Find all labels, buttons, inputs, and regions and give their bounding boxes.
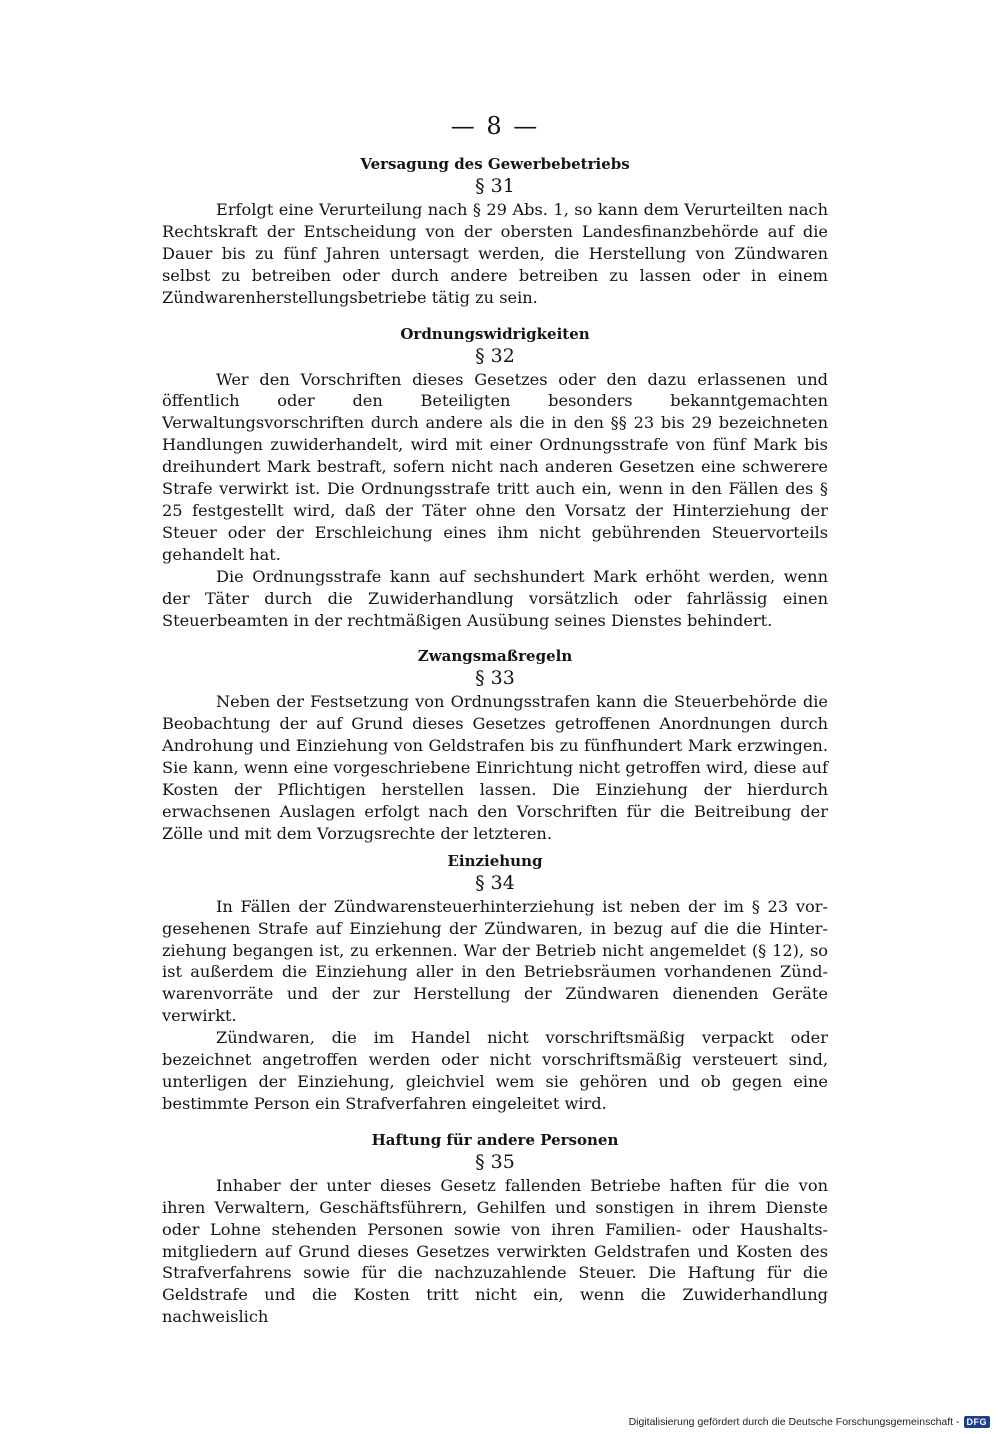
paragraph: Neben der Festsetzung von Ordnungsstrafen kann die Steuerbehörde die Beobachtung der auf Grund dieses Gesetzes getroffenen Anordnungen durch Androhung und Einziehung von Geldstrafen bis zu fünfhundert Mark erzwingen. Sie kann, wenn eine vorgeschriebene Einrichtung nicht getroffen wird, diese auf Kosten der Pflichtigen herstellen lassen. Die Einziehung der hierdurch erwachsenen Auslagen erfolgt nach den Vorschriften für die Beitreibung der Zölle und mit dem Vorzugsrechte der letzteren. — [162, 692, 828, 843]
section-heading: Versagung des Gewerbebetriebs — [360, 155, 630, 173]
paragraph: Die Ordnungsstrafe kann auf sechshundert Mark erhöht werden, wenn der Täter durch die Zuwiderhandlung vorsätzlich oder fahrlässig einen Steuerbeamten in der rechtmäßigen Ausübung seines Dienstes behindert. — [162, 566, 828, 630]
section-heading: Zwangsmaßregeln — [417, 647, 573, 666]
section-number: § 33 — [475, 667, 515, 690]
section-31 — [162, 154, 828, 309]
footer-text: Digitalisierung gefördert durch die Deutsche Forschungsgemeinschaft - — [628, 1416, 960, 1428]
document-page — [162, 112, 828, 1343]
section-heading: Haftung für andere Personen — [371, 1130, 619, 1149]
dfg-logo: DFG — [964, 1416, 991, 1428]
section-number: § 34 — [475, 871, 515, 894]
paragraph: Inhaber der unter dieses Gesetz fallenden Betriebe haften für die von ihren Verwaltern, Geschäftsführern, Gehilfen und sonstigen in ihrem Dienste oder Lohne stehenden Personen sowie von ihren Familien- oder Haushaltsmitgliedern auf Grund dieses Gesetzes verwirkten Geldstrafen und Kosten des Strafverfahrens sowie für die nachzuzahlende Steuer. Die Haftung für die Geldstrafe und die Kosten tritt nicht ein, wenn die Zuwiderhandlung nachweislich — [162, 1175, 828, 1327]
digitization-footer — [629, 1416, 990, 1428]
section-heading: Einziehung — [447, 851, 543, 870]
paragraph: Wer den Vorschriften dieses Gesetzes oder den dazu erlassenen und öffentlich oder den Beteiligten besonders bekanntgemachten Verwaltungsvorschriften durch andere als die in den §§ 23 bis 29 bezeichneten Handlungen zuwiderhandelt, wird mit einer Ordnungsstrafe von fünf Mark bis dreihundert Mark bestraft, sofern nicht nach anderen Gesetzen eine schwerere Strafe verwirkt ist. Die Ordnungsstrafe tritt auch ein, wenn in den Fällen des § 25 festgestellt wird, daß der Täter ohne den Vorsatz der Hinterziehung der Steuer oder der Erschleichung eines ihm nicht gebührenden Steuervorteils gehandelt hat. — [162, 369, 828, 564]
section-33 — [162, 646, 828, 844]
paragraph: Zündwaren, die im Handel nicht vorschriftsmäßig verpackt oder bezeichnet angetroffen werden oder nicht vorschriftsmäßig versteuert sind, unterligen der Einziehung, gleichviel wem sie gehören und ob gegen eine bestimmte Person ein Strafverfahren eingeleitet wird. — [162, 1028, 828, 1113]
section-35 — [162, 1130, 828, 1328]
page-number: — 8 — — [450, 112, 540, 140]
section-heading: Ordnungswidrigkeiten — [400, 324, 590, 343]
section-32 — [162, 324, 828, 632]
paragraph: Erfolgt eine Verurteilung nach § 29 Abs. 1, so kann dem Verurteilten nach Rechtskraft der Entscheidung von der obersten Landesfinanzbehörde auf die Dauer bis zu fünf Jahren untersagt werden, die Herstellung von Zündwaren selbst zu betreiben oder durch andere betreiben zu lassen oder in einem Zündwarenherstellungsbetriebe tätig zu sein. — [162, 200, 828, 307]
section-number: § 31 — [475, 175, 515, 197]
section-number: § 32 — [475, 344, 515, 367]
section-34 — [162, 851, 828, 1115]
paragraph: In Fällen der Zündwarensteuerhinterziehung ist neben der im § 23 vorgesehenen Strafe auf Einziehung der Zündwaren, in bezug auf die die Hinterziehung begangen ist, zu erkennen. War der Betrieb nicht angemeldet (§ 12), so ist außerdem die Einziehung aller in den Betriebsräumen vorhandenen Zündwarenvorräte und der zur Herstellung der Zündwaren dienenden Geräte verwirkt. — [162, 896, 828, 1026]
section-number: § 35 — [475, 1150, 515, 1173]
